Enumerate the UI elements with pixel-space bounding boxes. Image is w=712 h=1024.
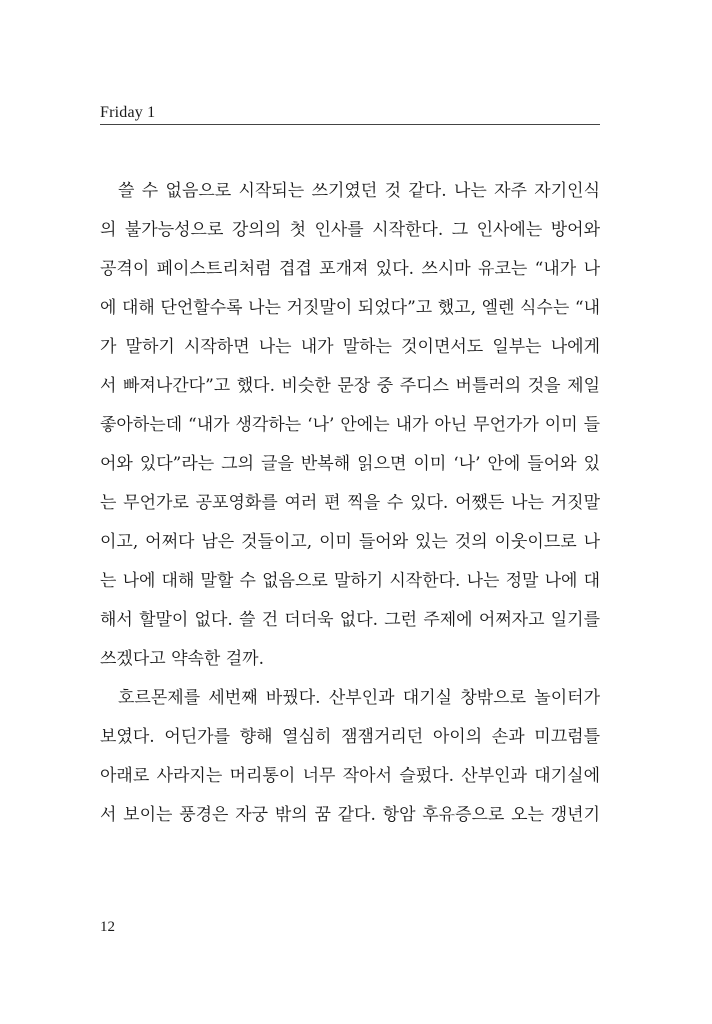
paragraph-line: 보였다. 어딘가를 향해 열심히 잼잼거리던 아이의 손과 미끄럼틀 bbox=[100, 727, 600, 747]
paragraph-line: 아래로 사라지는 머리통이 너무 작아서 슬펐다. 산부인과 대기실에 bbox=[100, 766, 600, 786]
paragraph-line: 는 무언가로 공포영화를 여러 편 찍을 수 있다. 어쨌든 나는 거짓말 bbox=[100, 493, 600, 513]
body-text bbox=[100, 172, 600, 835]
paragraph-line: 가 말하기 시작하면 나는 내가 말하는 것이면서도 일부는 나에게 bbox=[100, 337, 600, 357]
paragraph-line: 이고, 어쩌다 남은 것들이고, 이미 들어와 있는 것의 이웃이므로 나 bbox=[100, 532, 600, 552]
page-number: 12 bbox=[100, 919, 115, 935]
paragraph-line: 어와 있다”라는 그의 글을 반복해 읽으면 이미 ‘나’ 안에 들어와 있 bbox=[100, 454, 600, 474]
paragraph-line: 좋아하는데 “내가 생각하는 ‘나’ 안에는 내가 아닌 무언가가 이미 들 bbox=[100, 415, 600, 435]
paragraph-line: 쓰겠다고 약속한 걸까. bbox=[100, 649, 265, 669]
paragraph-line: 서 빠져나간다”고 했다. 비슷한 문장 중 주디스 버틀러의 것을 제일 bbox=[100, 376, 600, 396]
paragraph-line: 서 보이는 풍경은 자궁 밖의 꿈 같다. 항암 후유증으로 오는 갱년기 bbox=[100, 805, 600, 825]
paragraph-line: 공격이 페이스트리처럼 겹겹 포개져 있다. 쓰시마 유코는 “내가 나 bbox=[100, 259, 600, 279]
paragraph-line: 의 불가능성으로 강의의 첫 인사를 시작한다. 그 인사에는 방어와 bbox=[100, 220, 600, 240]
paragraph-line: 에 대해 단언할수록 나는 거짓말이 되었다”고 했고, 엘렌 식수는 “내 bbox=[100, 298, 600, 318]
paragraph-line: 호르몬제를 세번째 바꿨다. 산부인과 대기실 창밖으로 놀이터가 bbox=[118, 688, 600, 708]
paragraph-line: 쓸 수 없음으로 시작되는 쓰기였던 것 같다. 나는 자주 자기인식 bbox=[118, 181, 600, 201]
running-header-title: Friday 1 bbox=[100, 104, 156, 121]
paragraph-line: 해서 할말이 없다. 쓸 건 더더욱 없다. 그런 주제에 어쩌자고 일기를 bbox=[100, 610, 600, 630]
header-divider bbox=[100, 124, 600, 125]
paragraph-line: 는 나에 대해 말할 수 없음으로 말하기 시작한다. 나는 정말 나에 대 bbox=[100, 571, 600, 591]
